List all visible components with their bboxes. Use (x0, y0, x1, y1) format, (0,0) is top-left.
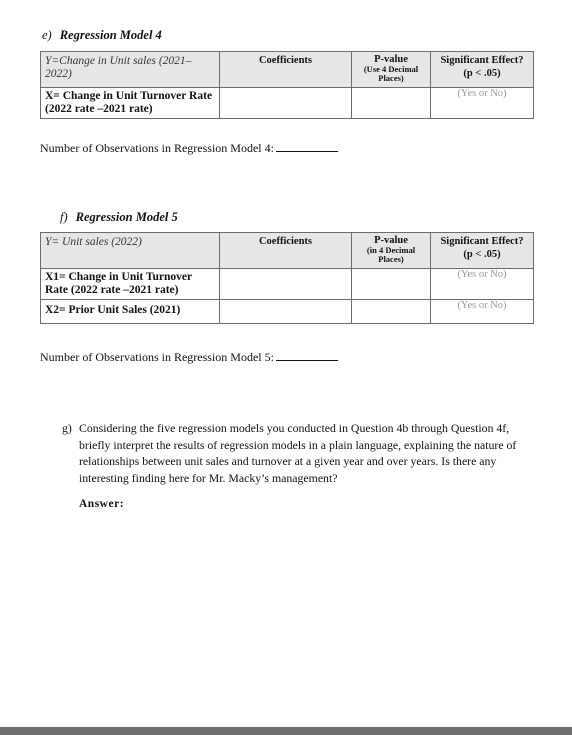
pvalue-header-note: (Use 4 Decimal Places) (363, 64, 419, 83)
observations-model-4-label: Number of Observations in Regression Model 4: (40, 141, 274, 155)
section-f-title: Regression Model 5 (75, 210, 178, 224)
significant-header-note: (p < .05) (463, 68, 501, 79)
x2-variable-label: X2= Prior Unit Sales (2021) (41, 300, 220, 324)
pvalue-cell[interactable] (352, 88, 431, 119)
pvalue-cell[interactable] (352, 269, 431, 300)
x1-variable-label: X1= Change in Unit Turnover Rate (2022 rate –2021 rate) (41, 269, 220, 300)
pvalue-header-label: P-value (374, 54, 408, 65)
section-g-letter: g) (62, 421, 72, 435)
regression-model-4-table (40, 51, 534, 119)
coefficient-cell[interactable] (220, 300, 352, 324)
section-e-letter: e) (42, 28, 52, 42)
coefficients-header: Coefficients (220, 233, 352, 269)
table-header-row (41, 52, 534, 88)
y-variable-label: Y=Change in Unit sales (2021–2022) (41, 52, 220, 88)
table-row (41, 300, 534, 324)
regression-model-5-table (40, 232, 534, 324)
table-row (41, 88, 534, 119)
coefficient-cell[interactable] (220, 88, 352, 119)
pvalue-header-label: P-value (374, 235, 408, 246)
significant-header-label: Significant Effect? (440, 55, 524, 66)
section-f-letter: f) (60, 210, 68, 224)
coefficient-cell[interactable] (220, 269, 352, 300)
section-e-heading (42, 28, 162, 43)
y-variable-label: Y= Unit sales (2022) (41, 233, 220, 269)
observations-model-5-label: Number of Observations in Regression Model 5: (40, 350, 274, 364)
pvalue-header (352, 233, 431, 269)
significant-cell[interactable]: (Yes or No) (431, 269, 534, 300)
observations-model-4 (40, 141, 338, 156)
pvalue-header-note: (in 4 Decimal Places) (366, 245, 416, 264)
answer-label: Answer: (79, 498, 125, 510)
table-row (41, 269, 534, 300)
significant-header-label: Significant Effect? (440, 236, 524, 247)
observations-model-5 (40, 350, 338, 365)
footer-bar (0, 727, 572, 735)
pvalue-header (352, 52, 431, 88)
significant-header (431, 233, 534, 269)
section-e-title: Regression Model 4 (59, 28, 162, 42)
significant-header (431, 52, 534, 88)
significant-cell[interactable]: (Yes or No) (431, 300, 534, 324)
table-header-row (41, 233, 534, 269)
significant-header-note: (p < .05) (463, 249, 501, 260)
pvalue-cell[interactable] (352, 300, 431, 324)
observations-model-4-blank[interactable] (276, 141, 338, 152)
section-f-heading (60, 210, 178, 225)
section-g-question: Considering the five regression models you conducted in Question 4b through Question 4f, briefly interpret the results of regression models in a plain language, explaining the nature of relationships between unit sales and turnover at a given year and over years. Is there any interesting finding here for Mr. Macky’s management? (79, 421, 517, 485)
coefficients-header: Coefficients (220, 52, 352, 88)
significant-cell[interactable]: (Yes or No) (431, 88, 534, 119)
observations-model-5-blank[interactable] (276, 350, 338, 361)
x-variable-label: X= Change in Unit Turnover Rate (2022 rate –2021 rate) (41, 88, 220, 119)
